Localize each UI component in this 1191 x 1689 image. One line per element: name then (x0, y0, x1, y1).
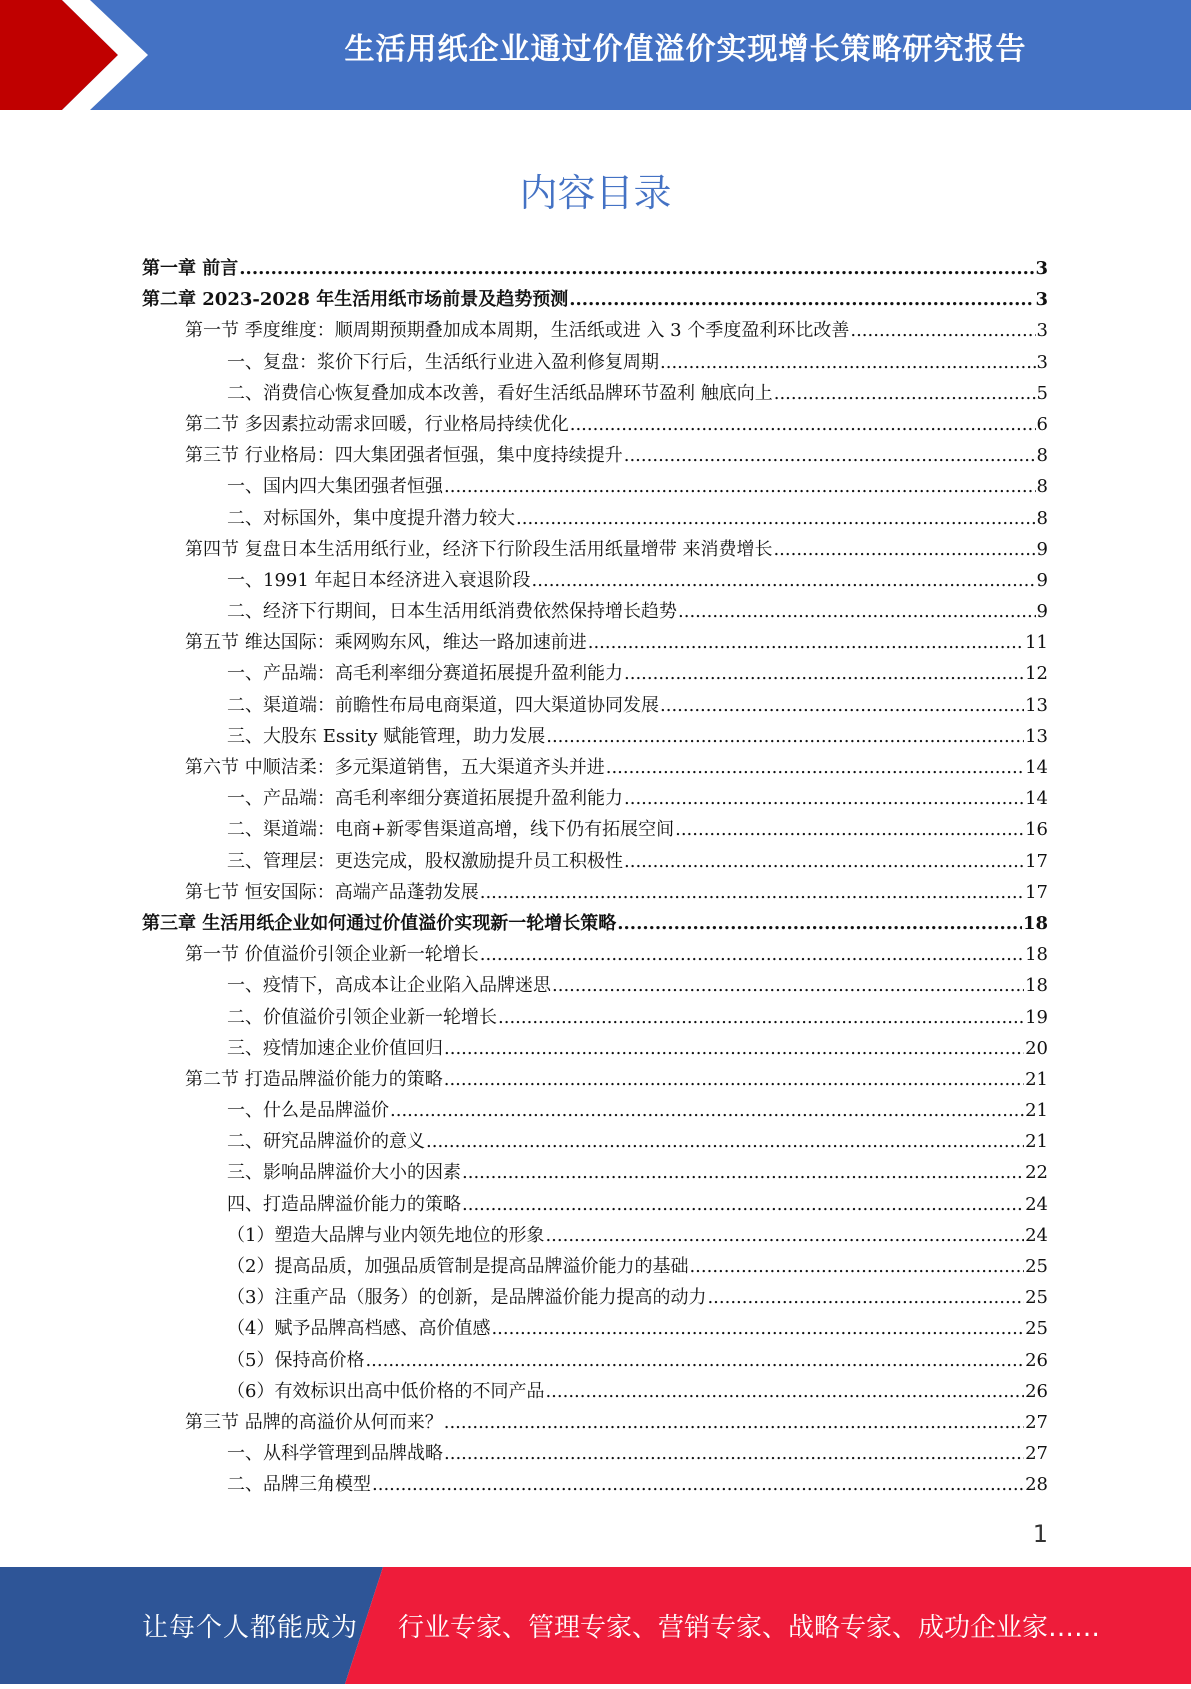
toc-entry[interactable] (142, 1033, 1048, 1064)
toc-leader-dots (480, 877, 1024, 908)
toc-entry[interactable] (142, 1251, 1048, 1282)
toc-entry[interactable] (142, 846, 1048, 877)
report-header (0, 0, 1191, 110)
toc-entry-page: 21 (1025, 1100, 1048, 1122)
toc-leader-dots (498, 1002, 1024, 1033)
toc-leader-dots (480, 939, 1024, 970)
toc-entry[interactable] (142, 253, 1048, 284)
toc-entry[interactable] (142, 315, 1048, 346)
toc-entry[interactable] (142, 1469, 1048, 1500)
toc-leader-dots (426, 1126, 1024, 1157)
toc-entry-page: 25 (1025, 1287, 1048, 1309)
toc-entry[interactable] (142, 939, 1048, 970)
report-title: 生活用纸企业通过价值溢价实现增长策略研究报告 (344, 32, 1027, 67)
toc-entry[interactable] (142, 1345, 1048, 1376)
toc-entry-page: 21 (1025, 1068, 1048, 1090)
toc-entry-title: 第二章 2023-2028 年生活用纸市场前景及趋势预测 (142, 289, 569, 311)
toc-leader-dots (773, 534, 1035, 565)
toc-entry[interactable] (142, 1313, 1048, 1344)
toc-entry-title: 三、影响品牌溢价大小的因素 (227, 1162, 461, 1184)
toc-entry-title: 第七节 恒安国际：高端产品蓬勃发展 (185, 881, 479, 903)
toc-entry-title: 第五节 维达国际：乘网购东风，维达一路加速前进 (185, 632, 587, 654)
toc-entry-title: （1）塑造大品牌与业内领先地位的形象 (227, 1224, 545, 1246)
toc-entry-title: 二、经济下行期间，日本生活用纸消费依然保持增长趋势 (227, 601, 677, 623)
toc-entry-page: 8 (1036, 445, 1048, 467)
toc-leader-dots (444, 1438, 1024, 1469)
toc-entry-page: 25 (1025, 1318, 1048, 1340)
toc-entry-page: 13 (1025, 725, 1048, 747)
toc-entry[interactable] (142, 1002, 1048, 1033)
toc-entry-title: 三、管理层：更迭完成，股权激励提升员工积极性 (227, 850, 623, 872)
toc-entry[interactable] (142, 1126, 1048, 1157)
table-of-contents (142, 253, 1048, 1501)
toc-leader-dots (850, 315, 1035, 346)
toc-entry-page: 18 (1025, 944, 1048, 966)
toc-entry-title: 一、什么是品牌溢价 (227, 1100, 389, 1122)
toc-entry-title: 二、研究品牌溢价的意义 (227, 1131, 425, 1153)
toc-entry[interactable] (142, 596, 1048, 627)
toc-entry-title: 一、疫情下，高成本让企业陷入品牌迷思 (227, 975, 551, 997)
toc-entry-title: 二、对标国外，集中度提升潜力较大 (227, 507, 515, 529)
toc-leader-dots (606, 752, 1024, 783)
toc-entry-title: 二、消费信心恢复叠加成本改善，看好生活纸品牌环节盈利 触底向上 (227, 382, 773, 404)
toc-entry-page: 26 (1025, 1349, 1048, 1371)
toc-entry-title: 一、产品端：高毛利率细分赛道拓展提升盈利能力 (227, 788, 623, 810)
toc-leader-dots (462, 1189, 1024, 1220)
toc-entry[interactable] (142, 1376, 1048, 1407)
toc-entry-title: 第三节 品牌的高溢价从何而来？ (185, 1411, 443, 1433)
toc-entry-page: 9 (1036, 569, 1048, 591)
toc-entry-title: 三、大股东 Essity 赋能管理，助力发展 (227, 725, 546, 747)
toc-entry[interactable] (142, 908, 1048, 939)
toc-entry-title: （2）提高品质，加强品质管制是提高品牌溢价能力的基础 (227, 1256, 689, 1277)
footer-slogan-right: 行业专家、管理专家、营销专家、战略专家、成功企业家…… (398, 1613, 1101, 1643)
toc-entry[interactable] (142, 752, 1048, 783)
toc-entry-title: 二、渠道端：电商+新零售渠道高增，线下仍有拓展空间 (227, 819, 675, 841)
toc-entry-title: 二、价值溢价引领企业新一轮增长 (227, 1006, 497, 1028)
toc-entry-title: 一、国内四大集团强者恒强 (227, 476, 443, 498)
toc-entry-title: 第一节 价值溢价引领企业新一轮增长 (185, 944, 479, 966)
toc-entry-page: 16 (1025, 819, 1048, 841)
toc-entry-page: 9 (1036, 601, 1048, 623)
toc-leader-dots (617, 908, 1022, 939)
toc-leader-dots (624, 440, 1036, 471)
toc-entry-page: 25 (1025, 1256, 1048, 1277)
toc-entry[interactable] (142, 1438, 1048, 1469)
toc-leader-dots (660, 347, 1036, 378)
toc-entry-page: 3 (1035, 289, 1048, 311)
toc-entry-page: 13 (1025, 694, 1048, 716)
footer-slogan-left: 让每个人都能成为 (142, 1613, 359, 1643)
toc-leader-dots (444, 1033, 1024, 1064)
toc-entry-page: 6 (1036, 413, 1048, 435)
toc-entry-title: （3）注重产品（服务）的创新，是品牌溢价能力提高的动力 (227, 1287, 707, 1309)
toc-entry-title: 一、1991 年起日本经济进入衰退阶段 (227, 569, 531, 591)
toc-entry[interactable] (142, 440, 1048, 471)
toc-entry[interactable] (142, 1064, 1048, 1095)
toc-entry-title: 一、产品端：高毛利率细分赛道拓展提升盈利能力 (227, 663, 623, 685)
toc-leader-dots (624, 783, 1024, 814)
toc-entry[interactable] (142, 409, 1048, 440)
toc-leader-dots (707, 1282, 1024, 1313)
toc-leader-dots (570, 409, 1036, 440)
toc-leader-dots (239, 253, 1034, 284)
toc-entry-page: 17 (1025, 881, 1048, 903)
toc-entry-page: 26 (1025, 1380, 1048, 1402)
toc-entry-title: 四、打造品牌溢价能力的策略 (227, 1193, 461, 1215)
toc-entry-page: 21 (1025, 1131, 1048, 1153)
toc-entry-page: 22 (1025, 1162, 1048, 1184)
toc-leader-dots (545, 1220, 1024, 1251)
toc-leader-dots (516, 503, 1036, 534)
toc-leader-dots (675, 814, 1024, 845)
footer-banner (0, 1567, 1191, 1684)
toc-entry-title: 第四节 复盘日本生活用纸行业，经济下行阶段生活用纸量增带 来消费增长 (185, 538, 773, 560)
toc-entry-page: 20 (1025, 1037, 1048, 1059)
toc-entry-page: 12 (1025, 663, 1048, 685)
toc-leader-dots (390, 1095, 1024, 1126)
toc-entry-page: 8 (1036, 507, 1048, 529)
toc-leader-dots (545, 1376, 1024, 1407)
toc-entry-page: 9 (1036, 538, 1048, 560)
toc-entry[interactable] (142, 814, 1048, 845)
toc-entry-title: 二、品牌三角模型 (227, 1474, 371, 1496)
toc-entry-page: 18 (1025, 975, 1048, 997)
toc-entry-title: 第三章 生活用纸企业如何通过价值溢价实现新一轮增长策略 (142, 912, 617, 934)
toc-entry-title: 第一章 前言 (142, 258, 239, 279)
toc-entry[interactable] (142, 565, 1048, 596)
toc-entry-page: 28 (1025, 1474, 1048, 1496)
toc-entry[interactable] (142, 471, 1048, 502)
toc-leader-dots (444, 1064, 1024, 1095)
toc-leader-dots (624, 658, 1024, 689)
toc-entry-page: 14 (1025, 757, 1048, 778)
toc-entry[interactable] (142, 1157, 1048, 1188)
toc-entry-page: 11 (1025, 632, 1048, 654)
toc-leader-dots (365, 1345, 1024, 1376)
toc-entry[interactable] (142, 1095, 1048, 1126)
toc-leader-dots (660, 690, 1024, 721)
toc-entry[interactable] (142, 970, 1048, 1001)
toc-entry[interactable] (142, 627, 1048, 658)
page-number: 1 (1032, 1520, 1048, 1548)
toc-leader-dots (588, 627, 1024, 658)
toc-leader-dots (444, 471, 1036, 502)
toc-entry-page: 5 (1036, 382, 1048, 404)
toc-entry[interactable] (142, 1407, 1048, 1438)
toc-entry-title: 第三节 行业格局：四大集团强者恒强，集中度持续提升 (185, 445, 623, 467)
toc-entry-page: 24 (1025, 1193, 1048, 1215)
toc-entry-page: 18 (1022, 912, 1048, 934)
toc-entry-title: （4）赋予品牌高档感、高价值感 (227, 1318, 491, 1340)
toc-entry[interactable] (142, 284, 1048, 315)
toc-entry-page: 8 (1036, 476, 1048, 498)
toc-entry-page: 3 (1035, 258, 1048, 279)
toc-leader-dots (552, 970, 1024, 1001)
toc-leader-dots (678, 596, 1036, 627)
toc-entry[interactable] (142, 690, 1048, 721)
toc-leader-dots (462, 1157, 1024, 1188)
toc-entry-title: 一、从科学管理到品牌战略 (227, 1443, 443, 1465)
toc-entry[interactable] (142, 1189, 1048, 1220)
toc-leader-dots (569, 284, 1034, 315)
toc-entry[interactable] (142, 658, 1048, 689)
toc-entry[interactable] (142, 378, 1048, 409)
toc-entry-page: 3 (1036, 320, 1048, 342)
toc-entry-title: 三、疫情加速企业价值回归 (227, 1037, 443, 1059)
toc-entry-page: 3 (1036, 351, 1048, 373)
toc-entry-title: 一、复盘：浆价下行后，生活纸行业进入盈利修复周期 (227, 351, 659, 373)
toc-leader-dots (774, 378, 1036, 409)
toc-entry-page: 27 (1025, 1443, 1048, 1465)
toc-heading: 内容目录 (519, 171, 672, 215)
toc-entry-page: 19 (1025, 1006, 1048, 1028)
toc-entry-page: 17 (1025, 850, 1048, 872)
toc-entry-title: 第二节 打造品牌溢价能力的策略 (185, 1068, 443, 1090)
toc-entry-title: 二、渠道端：前瞻性布局电商渠道，四大渠道协同发展 (227, 694, 659, 716)
toc-leader-dots (546, 721, 1024, 752)
toc-entry[interactable] (142, 1220, 1048, 1251)
toc-entry[interactable] (142, 503, 1048, 534)
toc-entry[interactable] (142, 783, 1048, 814)
toc-entry-title: 第一节 季度维度：顺周期预期叠加成本周期，生活纸或进 入 3 个季度盈利环比改善 (185, 320, 850, 342)
toc-leader-dots (532, 565, 1036, 596)
toc-entry-title: 第二节 多因素拉动需求回暖，行业格局持续优化 (185, 413, 569, 435)
toc-entry-page: 14 (1025, 788, 1048, 810)
toc-entry[interactable] (142, 534, 1048, 565)
toc-entry-title: （5）保持高价格 (227, 1349, 365, 1371)
toc-entry[interactable] (142, 877, 1048, 908)
toc-entry-title: （6）有效标识出高中低价格的不同产品 (227, 1380, 545, 1402)
toc-entry-page: 27 (1025, 1411, 1048, 1433)
toc-leader-dots (491, 1313, 1024, 1344)
toc-entry[interactable] (142, 347, 1048, 378)
toc-leader-dots (372, 1469, 1024, 1500)
toc-entry-page: 24 (1025, 1224, 1048, 1246)
toc-leader-dots (444, 1407, 1024, 1438)
toc-leader-dots (689, 1251, 1024, 1282)
toc-entry[interactable] (142, 721, 1048, 752)
toc-leader-dots (624, 846, 1024, 877)
toc-entry[interactable] (142, 1282, 1048, 1313)
toc-entry-title: 第六节 中顺洁柔：多元渠道销售，五大渠道齐头并进 (185, 757, 605, 778)
